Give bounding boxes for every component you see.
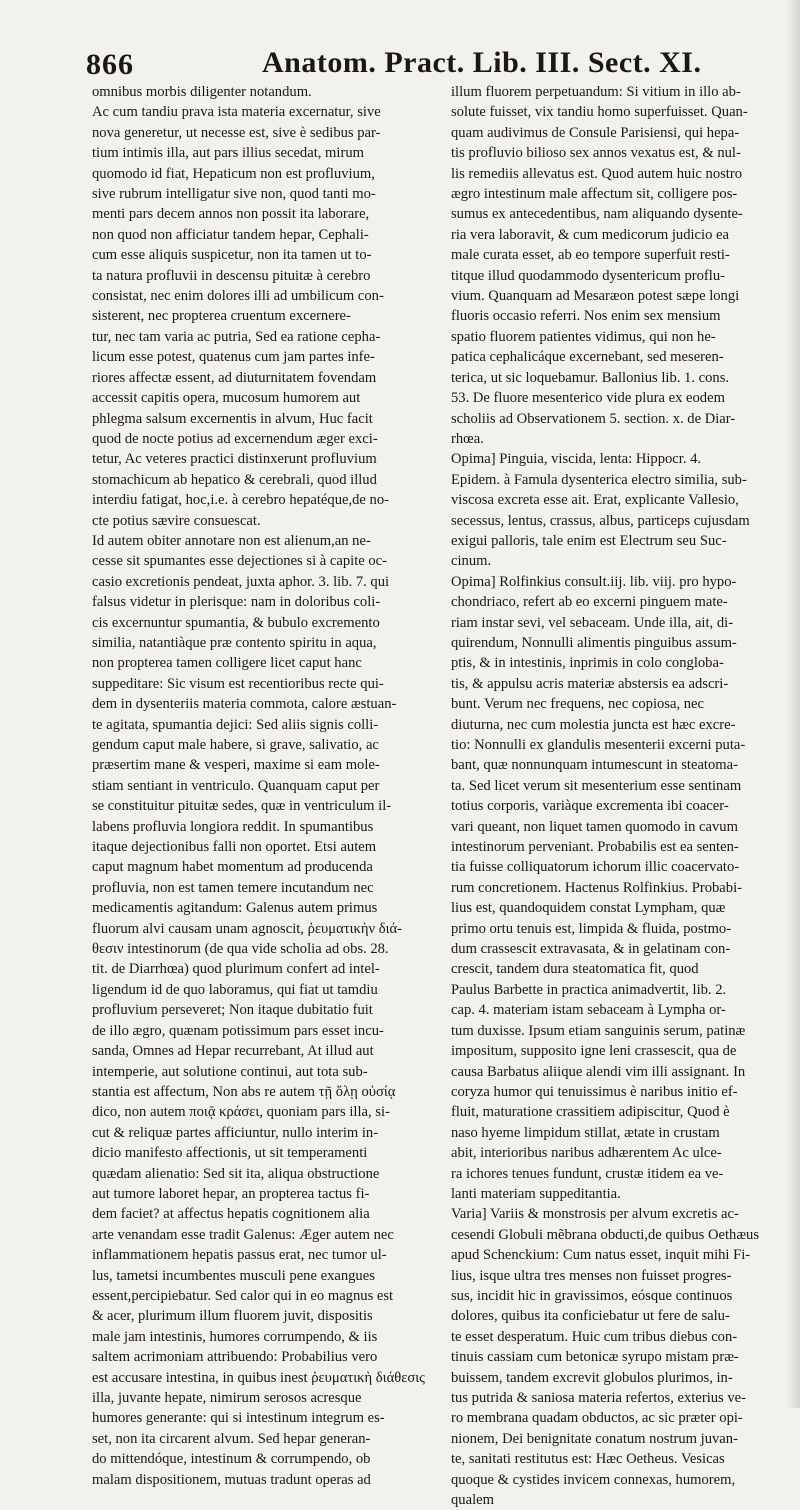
text-line: cap. 4. materiam istam sebaceam à Lympha or- — [451, 1002, 726, 1019]
text-line: scholiis ad Observationem 5. section. x. de Diar- — [451, 410, 736, 427]
text-line: secessus, lentus, crassus, albus, particeps cujusdam — [451, 512, 750, 529]
text-line: cesendi Globuli mẽbrana obducti,de quibus Oethæus — [451, 1226, 760, 1243]
text-line: tium intimis illa, aut pars illius secedat, mirum — [92, 145, 364, 162]
page-edge-shadow — [786, 0, 800, 1408]
text-line: tio: Nonnulli ex glandulis mesenterii excerni puta- — [451, 737, 746, 753]
text-line: quomodo id fiat, Hepaticum non est profluvium, — [92, 165, 375, 182]
text-line: licum esse potest, quatenus cum jam partes infe- — [92, 349, 375, 366]
text-line: phlegma salsum excernentis in alvum, Huc facit — [92, 410, 373, 427]
text-line: non quod non afficiatur tandem hepar, Cephali- — [92, 226, 369, 243]
text-line: & acer, plurimum illum fluorem juvit, dispositis — [92, 1308, 373, 1325]
text-line: lius est, quandoquidem constat Lympham, quæ — [451, 900, 726, 917]
text-line: ta natura profluvii in descensu pituitæ à cerebro — [92, 267, 371, 284]
text-line: patica cephalicáque excernebant, sed meseren- — [451, 349, 724, 366]
text-line: præsertim mane & vesperi, maxime si eam mole- — [92, 757, 380, 774]
text-line: 53. De fluore mesenterico vide plura ex eodem — [451, 390, 725, 407]
text-line: riam instar sevi, vel sebaceam. Unde illa, ait, di- — [451, 614, 734, 631]
text-line: itaque dejectionibus falli non oportet. Etsi autem — [92, 839, 377, 856]
text-line: profluvium perseveret; Non itaque dubitatio fuit — [92, 1002, 373, 1019]
text-line: fluit, maturatione crassitiem adipiscitur, Quod è — [451, 1104, 730, 1121]
text-line: illa, juvante hepate, nimirum serosos acresque — [92, 1390, 362, 1406]
text-line: inflammationem hepatis passus erat, nec tumor ul- — [92, 1247, 387, 1264]
text-line: tum duxisse. Ipsum etiam sanguinis serum, patinæ — [451, 1022, 746, 1039]
text-line: Paulus Barbette in practica animadvertit, lib. 2. — [451, 981, 727, 998]
text-line: exigui palloris, tale enim est Electrum seu Suc- — [451, 532, 727, 549]
text-line: tetur, Ac veteres practici distinxerunt profluvium — [92, 451, 377, 468]
text-line: terica, ut sic loquebamur. Ballonius lib. 1. cons. — [451, 369, 730, 386]
text-line: cut & reliquæ partes afficiuntur, nullo interim in- — [92, 1124, 379, 1141]
text-line: sanda, Omnes ad Hepar recurrebant, At illud aut — [92, 1043, 374, 1060]
text-line: lanti materiam suppeditantia. — [451, 1185, 621, 1202]
text-line: tinuis cassiam cum betonicæ syrupo mistam præ- — [451, 1349, 739, 1366]
text-line: malam dispositionem, mutuas tradunt operas ad — [92, 1471, 371, 1488]
text-line: causa Barbatus aliique alendi vim illi assignant. In — [451, 1063, 746, 1080]
text-line: ra ichores tenues fundunt, crustæ itidem ea ve- — [451, 1165, 724, 1182]
text-line: dem faciet? at affectus hepatis cognitionem alia — [92, 1206, 370, 1223]
text-line: stantia est affectum, Non abs re autem τῇ ὅλῃ οὐσίᾳ — [92, 1083, 396, 1100]
text-line: quirendum, Nonnulli alimentis pinguibus assum- — [451, 634, 737, 651]
text-line: caput magnum habet momentum ad producenda — [92, 859, 373, 876]
text-line: ta. Sed licet verum sit mesenterium esse sentinam — [451, 777, 742, 794]
text-line: humores generante: qui si intestinum integrum es- — [92, 1410, 385, 1427]
text-line: aut tumore laboret hepar, an propterea tactus fi- — [92, 1185, 370, 1202]
text-line: vari queant, non liquet tamen quomodo in cavum — [451, 818, 738, 835]
text-line: est accusare intestina, in quibus inest ῥευματικὴ διάθεσις — [92, 1369, 425, 1386]
text-line: Id autem obiter annotare non est alienum,an ne- — [92, 532, 371, 549]
text-line: similia, natantiàque præ contento spiritu in aqua, — [92, 634, 377, 651]
text-line: vium. Quanquam ad Mesaræon potest sæpe longi — [451, 288, 740, 305]
text-line: menti pars decem annos non possit ita laborare, — [92, 206, 370, 223]
text-line: do mittendóque, intestinum & corrumpendo, ob — [92, 1451, 371, 1468]
text-line: naso hyeme limpidum stillat, ætate in crustam — [451, 1124, 720, 1141]
right-column — [451, 82, 787, 1510]
text-line: θεσιν intestinorum (de qua vide scholia ad obs. 28. — [92, 941, 389, 958]
text-line: casio excretionis pendeat, juxta aphor. 3. lib. 7. qui — [92, 573, 390, 590]
text-line: nova generetur, ut necesse est, sive è sedibus par- — [92, 124, 381, 141]
text-line: abit, interioribus naribus adhærentem Ac ulce- — [451, 1145, 722, 1162]
text-line: lis remediis allevatus est. Quod autem huic nostro — [451, 165, 743, 182]
text-line: interdiu fatigat, hoc,i.e. à cerebro hepatéque,de no- — [92, 492, 390, 509]
text-line: primo ortu tenuis est, limpida & fluida, postmo- — [451, 920, 732, 937]
text-line: labens profluvia longiora reddit. In spumantibus — [92, 818, 374, 835]
text-line: quod de nocte potius ad excernendum æger exci- — [92, 430, 378, 447]
text-line: lus, tametsi incumbentes musculi pene exangues — [92, 1267, 375, 1284]
text-line: profluvia, non est tamen temere incutandum nec — [92, 879, 374, 896]
text-line: male jam intestinis, humores corrumpendo, & iis — [92, 1328, 378, 1345]
text-line: apud Schenckium: Cum natus esset, inquit mihi Fi- — [451, 1247, 751, 1264]
text-line: stomachicum ab hepatico & cerebrali, quod illud — [92, 471, 377, 488]
text-line: viscosa excreta esse ait. Erat, explicante Vallesio, — [451, 492, 739, 509]
text-line: fluorum alvi causam unam agnoscit, ῥευματικὴν διά- — [92, 920, 403, 937]
text-line: dico, non autem ποιᾷ κράσει, quoniam pars illa, si- — [92, 1104, 390, 1121]
text-line: male curata esset, ab eo tempore superfuit resti- — [451, 247, 730, 264]
text-line: te agitata, spumantia dejici: Sed aliis signis colli- — [92, 716, 379, 733]
page-number: 866 — [86, 48, 134, 81]
text-line: titque illud quodammodo dysentericum proflu- — [451, 267, 725, 284]
text-line: cte potius sævire consuescat. — [92, 512, 261, 529]
text-line: medicamentis agitandum: Galenus autem primus — [92, 900, 378, 917]
text-line: consistat, nec enim dolores illi ad umbilicum con- — [92, 288, 384, 305]
text-line: set, non ita circarent alvum. Sed hepar generan- — [92, 1430, 371, 1447]
text-line: sumus ex antecedentibus, nam aliquando dysente- — [451, 206, 743, 223]
text-line: omnibus morbis diligenter notandum. — [92, 84, 312, 100]
text-line: tis profluvio bilioso sex annos vexatus est, & nul- — [451, 145, 741, 162]
text-line: quædam alienatio: Sed sit ita, aliqua obstructione — [92, 1165, 380, 1182]
text-line: fluoris occasio referri. Nos enim sex mensium — [451, 308, 721, 325]
text-line: ptis, & in intestinis, inprimis in colo congloba- — [451, 655, 724, 672]
text-line: Epidem. à Famula dysenterica electro similia, sub- — [451, 471, 747, 488]
text-line: chondriaco, refert ab eo excerni pinguem mate- — [451, 594, 728, 611]
text-line: riores affectæ essent, ad diuturnitatem fovendam — [92, 369, 377, 386]
text-line: impositum, supposito igne leni crassescit, qua de — [451, 1043, 737, 1060]
text-line: stiam sentiant in ventriculo. Quanquam caput per — [92, 777, 380, 794]
text-line: nionem, Dei benignitate conatum nostrum juvan- — [451, 1430, 738, 1447]
text-line: cinum. — [451, 553, 492, 570]
text-line: sive rubrum intelligatur sive non, quod tanti mo- — [92, 186, 376, 203]
text-line: dolores, quibus ita conficiebatur ut fere de salu- — [451, 1308, 730, 1325]
text-line: cis excernuntur spumantia, & bubulo excremento — [92, 614, 380, 631]
text-line: tit. de Diarrhœa) quod plurimum confert ad intel- — [92, 961, 380, 978]
text-line: rum concretionem. Hactenus Rolfinkius. Probabi- — [451, 879, 742, 896]
text-line: de illo ægro, quænam potissimum pars esset incu- — [92, 1022, 384, 1039]
left-column — [92, 82, 438, 1490]
text-line: rhœa. — [451, 430, 484, 447]
text-line: intemperie, aut solutione continui, aut tota sub- — [92, 1063, 368, 1080]
text-line: solute fuisset, vix tandiu homo superfuisset. Quan- — [451, 104, 748, 121]
text-line: non propterea tamen colligere licet caput hanc — [92, 655, 362, 672]
text-line: dem in dysenteriis materia commota, calore æstuan- — [92, 696, 397, 713]
text-line: diuturna, nec cum molestia juncta est hæc excre- — [451, 716, 736, 733]
text-line: tis, & appulsu acris materiæ abstersis ea adscri- — [451, 675, 729, 692]
text-line: bunt. Verum nec frequens, nec copiosa, nec — [451, 696, 705, 713]
text-line: illum fluorem perpetuandum: Si vitium in illo ab- — [451, 84, 741, 100]
text-line: essent,percipiebatur. Sed calor qui in eo magnus est — [92, 1287, 394, 1304]
text-line: ria vera laboravit, & cum medicorum judicio ea — [451, 226, 729, 243]
text-line: accessit capitis opera, mucosum humorem aut — [92, 390, 361, 407]
text-line: ægro intestinum male affectum sit, colligere pos- — [451, 186, 738, 203]
text-line: coryza humor qui tenuissimus è naribus initio ef- — [451, 1083, 738, 1100]
text-line: sisterent, nec propterea cruentum excernere- — [92, 308, 351, 325]
text-line: tia fuisse colliquatorum ichorum illic coacervato- — [451, 859, 740, 876]
text-line: dum crassescit extravasata, & in gelatinam con- — [451, 941, 731, 958]
text-line: quam audivimus de Consule Parisiensi, qui hepa- — [451, 124, 740, 141]
text-line: lius, isque ultra tres menses non fuisset progres- — [451, 1267, 732, 1284]
text-line: cum esse aliquis suspicetur, non ita tamen ut to- — [92, 247, 372, 264]
text-line: Opima] Pinguia, viscida, lenta: Hippocr. 4. — [451, 451, 702, 468]
text-line: buissem, tandem excrevit globulos plurimos, in- — [451, 1369, 733, 1386]
text-line: te, sanitati restitutus est: Hæc Oetheus. Vesicas — [451, 1451, 725, 1468]
text-line: te esset desperatum. Huic cum tribus diebus con- — [451, 1328, 738, 1345]
text-line: suppeditare: Sic visum est recentioribus recte qui- — [92, 675, 384, 692]
text-line: cesse sit spumantes esse dejectiones si à capite oc- — [92, 553, 388, 570]
text-line: falsus videtur in plerisque: nam in doloribus coli- — [92, 594, 381, 611]
text-line: spatio fluorem patientes vidimus, qui non he- — [451, 328, 716, 345]
text-line: quoque & cystides invicem connexas, humorem, — [451, 1471, 736, 1488]
text-line: bant, quæ nonnunquam intumescunt in steatoma- — [451, 757, 738, 774]
text-line: totius corporis, variàque excrementa ibi coacer- — [451, 798, 729, 815]
text-line: gendum caput male habere, si grave, salivatio, ac — [92, 737, 379, 753]
text-line: dicio manifesto affectionis, ut sit temperamenti — [92, 1145, 368, 1162]
text-line: se constituitur pituitæ sedes, quæ in ventriculum il- — [92, 798, 392, 815]
text-line: ligendum id de quo laboramus, qui fiat ut tamdiu — [92, 981, 378, 998]
text-line: Varia] Variis & monstrosis per alvum excretis ac- — [451, 1206, 739, 1223]
text-line: Opima] Rolfinkius consult.iij. lib. viij. pro hypo- — [451, 573, 737, 590]
text-line: crescit, tandem dura steatomatica fit, quod — [451, 961, 699, 978]
text-line: tus putrida & saniosa materia refertos, exterius ve- — [451, 1390, 747, 1406]
text-line: tur, nec tam varia ac putria, Sed ea ratione cepha- — [92, 328, 381, 345]
text-line: qualem — [451, 1492, 494, 1509]
text-line: arte venandam esse tradit Galenus: Æger autem nec — [92, 1226, 394, 1243]
text-line: Ac cum tandiu prava ista materia excernatur, sive — [92, 104, 381, 121]
text-line: intestinorum perveniant. Probabilis est ea senten- — [451, 839, 739, 856]
text-line: saltem acrimoniam attribuendo: Probabilius vero — [92, 1349, 378, 1366]
text-line: sus, incidit hic in gravissimos, eósque continuos — [451, 1287, 733, 1304]
running-title: Anatom. Pract. Lib. III. Sect. XI. — [262, 46, 702, 79]
text-line: ro membrana quadam obductos, ac sic præter opi- — [451, 1410, 743, 1427]
